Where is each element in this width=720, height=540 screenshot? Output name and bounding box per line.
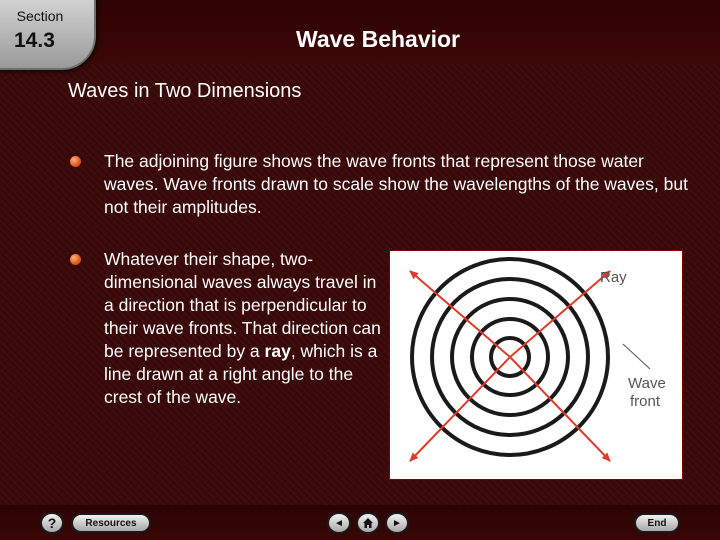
wave-front-label-line1: Wave [628, 375, 666, 392]
wave-front-label-line2: front [630, 393, 661, 410]
bullet-text-1: The adjoining figure shows the wave fronts that represent those water waves. Wave fronts drawn to scale show the wavelengths of the waves, but not their amplitudes. [104, 151, 688, 217]
bullet-text-2-end: , which is a line drawn at a right angle to the crest of the wave. [104, 341, 378, 407]
previous-button[interactable] [327, 512, 351, 534]
end-button[interactable] [634, 513, 680, 533]
slide-subtitle: Waves in Two Dimensions [68, 80, 302, 102]
bullet-icon [70, 156, 81, 167]
bullet-text-2 [104, 248, 386, 409]
wave-fronts-diagram [390, 251, 682, 479]
ray-term: ray [264, 341, 291, 361]
ray-arrow [510, 271, 610, 357]
previous-arrow-icon: ◄ [334, 517, 344, 529]
bullet-text-2-start: Whatever their shape, two-dimensional waves always travel in a direction that is perpendicular to their wave fronts. That direction can be represented by a [104, 249, 381, 361]
page-title: Wave Behavior [295, 26, 461, 52]
wave-front-pointer-line [623, 344, 650, 369]
home-button[interactable] [356, 512, 380, 534]
section-number: 14.3 [14, 29, 55, 52]
resources-label: Resources [85, 517, 137, 529]
resources-button[interactable] [71, 513, 151, 533]
bullet-icon [70, 254, 81, 265]
section-label: Section [16, 8, 64, 24]
home-icon [362, 517, 374, 529]
help-button[interactable] [40, 512, 64, 534]
next-button[interactable] [385, 512, 409, 534]
ray-label: Ray [600, 269, 627, 286]
ray-arrow [410, 271, 510, 357]
next-arrow-icon: ► [392, 517, 402, 529]
help-icon: ? [47, 515, 57, 531]
wave-fronts-figure [389, 250, 683, 480]
end-label: End [647, 517, 667, 529]
